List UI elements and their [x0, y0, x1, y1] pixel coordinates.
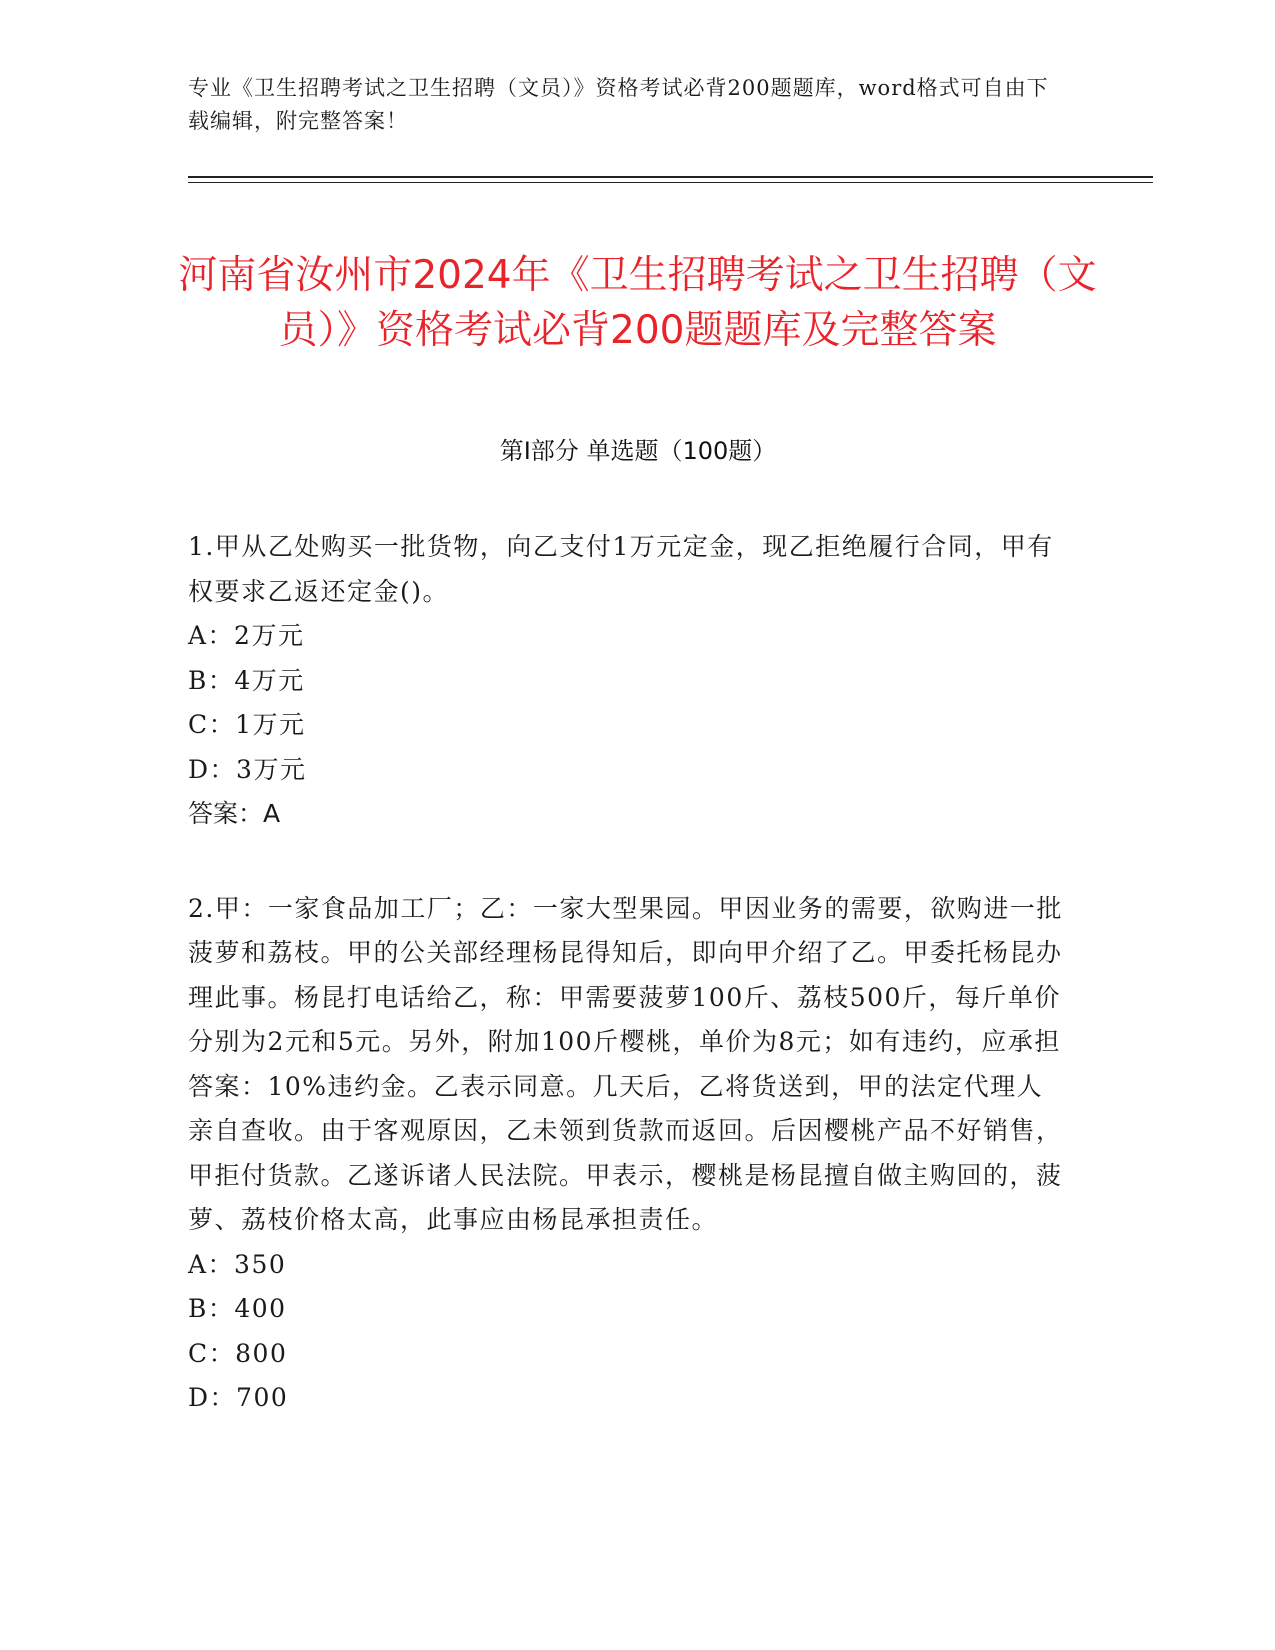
document-title: 河南省汝州市2024年《卫生招聘考试之卫生招聘（文员）》资格考试必背200题题库及完整答案 — [178, 253, 1097, 354]
option-c: C：1万元 — [188, 710, 306, 739]
question-stem: 1.甲从乙处购买一批货物，向乙支付1万元定金，现乙拒绝履行合同，甲有权要求乙返还定金()。 — [188, 532, 1054, 606]
option-b: B：4万元 — [188, 665, 305, 695]
option-d: D：700 — [188, 1383, 289, 1412]
header-divider-thick — [188, 176, 1153, 178]
option-c: C：800 — [188, 1338, 288, 1368]
option-b: B：400 — [188, 1294, 287, 1323]
option-a: A：2万元 — [188, 621, 305, 650]
question-1 — [188, 525, 1068, 837]
answer-line: 答案：A — [188, 799, 281, 828]
question-2 — [188, 887, 1068, 1421]
question-list — [188, 525, 1068, 1471]
option-a: A：350 — [188, 1249, 287, 1279]
header-divider-thin — [188, 182, 1153, 183]
question-stem: 2.甲：一家食品加工厂；乙：一家大型果园。甲因业务的需要，欲购进一批菠萝和荔枝。甲的公关部经理杨昆得知后，即向甲介绍了乙。甲委托杨昆办理此事。杨昆打电话给乙，称：甲需要菠萝100斤、荔枝500斤，每斤单价分别为2元和5元。另外，附加100斤樱桃，单价为8元；如有违约，应承担答案：10%违约金。乙表示同意。几天后，乙将货送到，甲的法定代理人亲自查收。由于客观原因，乙未领到货款而返回。后因樱桃产品不好销售，甲拒付货款。乙遂诉诸人民法院。甲表示，樱桃是杨昆擅自做主购回的，菠萝、荔枝价格太高，此事应由杨昆承担责任。 — [188, 893, 1063, 1234]
option-d: D：3万元 — [188, 754, 307, 784]
header-note: 专业《卫生招聘考试之卫生招聘（文员）》资格考试必背200题题库，word格式可自由下载编辑，附完整答案！ — [188, 76, 1049, 133]
section-title: 第I部分 单选题（100题） — [499, 437, 777, 465]
